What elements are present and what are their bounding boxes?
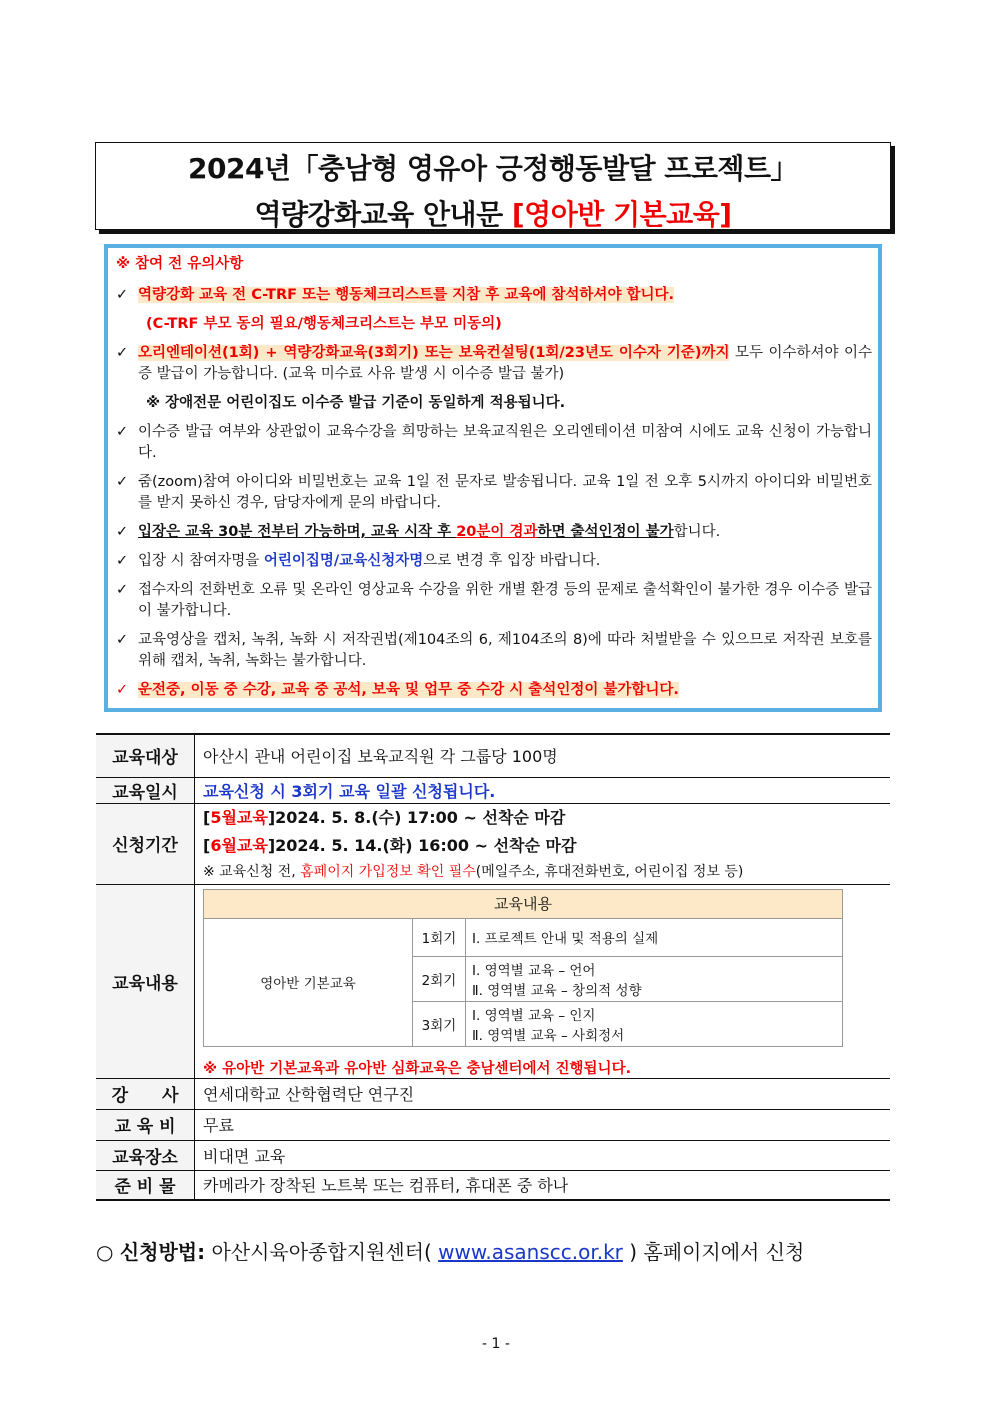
curriculum-header-row <box>204 889 843 918</box>
session-topic-line: Ⅰ. 영역별 교육 – 인지 <box>472 1007 596 1024</box>
bracket: [ <box>203 835 211 855</box>
apply-june-text: ]2024. 5. 14.(화) 16:00 ~ 선착순 마감 <box>267 835 577 855</box>
session-label: 2회기 <box>413 956 466 1001</box>
apply-note-text: (메일주소, 휴대전화번호, 어린이집 정보 등) <box>475 863 744 880</box>
notice-item <box>116 551 872 572</box>
apply-method <box>96 1236 804 1265</box>
apply-may-tag: 5월교육 <box>210 807 268 827</box>
notice-item-text: 역량강화 교육 전 C-TRF 또는 행동체크리스트를 지참 후 교육에 참석하셔야 합니다. <box>138 287 675 303</box>
notice-item-text: 줌(zoom)참여 아이디와 비밀번호는 교육 1일 전 문자로 발송됩니다. 교육 1일 전 오후 5시까지 아이디와 비밀번호를 받지 못하신 경우, 담당자에게 문의 바랍니다. <box>138 474 872 511</box>
notice-item-blue: 어린이집명/교육신청자명 <box>263 553 424 569</box>
curriculum-header: 교육내용 <box>204 889 843 918</box>
title-course-tag: [영아반 기본교육] <box>511 198 732 231</box>
title-main: 역량강화교육 안내문 <box>254 198 512 231</box>
date-label: 교육일시 <box>96 777 195 803</box>
notice-heading: ※ 참여 전 유의사항 <box>116 256 244 272</box>
page-number: - 1 - <box>482 1336 510 1352</box>
notice-box <box>104 244 882 712</box>
notice-item-red: 20분이 경과 <box>456 524 538 540</box>
check-icon: ✓ <box>116 553 129 569</box>
notice-item-text: 입장 시 참여자명을 <box>138 553 264 569</box>
apply-may-text: ]2024. 5. 8.(수) 17:00 ~ 선착순 마감 <box>267 807 566 827</box>
target-label: 교육대상 <box>96 734 195 777</box>
row-fee <box>96 1109 890 1140</box>
apply-june-tag: 6월교육 <box>210 835 268 855</box>
notice-item-text: 으로 변경 후 입장 바랍니다. <box>423 553 601 569</box>
curriculum-table <box>203 889 843 1047</box>
course-name: 영아반 기본교육 <box>204 918 413 1046</box>
session-label: 1회기 <box>413 918 466 956</box>
apply-method-text: ) 홈페이지에서 신청 <box>622 1240 805 1264</box>
check-icon: ✓ <box>116 682 129 698</box>
check-icon: ✓ <box>116 287 129 303</box>
fee-value: 무료 <box>195 1109 891 1140</box>
notice-item <box>116 630 872 672</box>
row-content <box>96 884 890 1078</box>
circle-bullet-icon: ○ <box>96 1240 114 1264</box>
apply-line-may <box>203 805 890 831</box>
info-table <box>96 733 890 1201</box>
session-topic: Ⅰ. 프로젝트 안내 및 적용의 실제 <box>466 918 843 956</box>
target-value: 아산시 관내 어린이집 보육교직원 각 그룹당 100명 <box>195 734 891 777</box>
session-label: 3회기 <box>413 1001 466 1046</box>
check-icon: ✓ <box>116 474 129 490</box>
notice-item-text: 합니다. <box>673 524 721 540</box>
apply-note <box>203 861 890 883</box>
notice-item <box>116 422 872 464</box>
check-icon: ✓ <box>116 582 129 598</box>
notice-item-text: 교육영상을 캡처, 녹취, 녹화 시 저작권법(제104조의 6, 제104조의 8)에 따라 처벌받을 수 있으므로 저작권 보호를 위해 캡처, 녹취, 녹화는 불가합니다. <box>138 632 872 669</box>
session-topic-line: Ⅱ. 영역별 교육 – 창의적 성향 <box>472 982 642 999</box>
notice-item-text: 이수증 발급 여부와 상관없이 교육수강을 희망하는 보육교직원은 오리엔테이션 미참여 시에도 교육 신청이 가능합니다. <box>138 424 872 461</box>
notice-item <box>116 472 872 514</box>
session-topic <box>466 956 843 1001</box>
title-box <box>95 142 891 230</box>
apply-note-red: 홈페이지 가입정보 확인 필수 <box>300 863 476 880</box>
notice-item-text: 운전중, 이동 중 수강, 교육 중 공석, 보육 및 업무 중 수강 시 출석인정이 불가합니다. <box>138 682 679 698</box>
row-apply <box>96 803 890 884</box>
notice-item-highlight: 오리엔테이션(1회) + 역량강화교육(3회기) 또는 보육컨설팅(1회/23년도 이수자 기준)까지 <box>138 345 730 361</box>
lecturer-label: 강 사 <box>96 1078 195 1109</box>
notice-item <box>116 680 872 701</box>
prep-value: 카메라가 장착된 노트북 또는 컴퓨터, 휴대폰 중 하나 <box>195 1170 891 1200</box>
notice-item-text: 입장은 교육 30분 전부터 가능하며, 교육 시작 후 <box>138 524 457 540</box>
apply-method-text: 아산시육아종합지원센터( <box>205 1240 439 1264</box>
content-note: ※ 유아반 기본교육과 유아반 심화교육은 충남센터에서 진행됩니다. <box>203 1060 632 1077</box>
row-date <box>96 777 890 803</box>
notice-item-text: 하면 출석인정이 불가 <box>537 524 674 540</box>
notice-item <box>116 285 872 306</box>
lecturer-value: 연세대학교 산학협력단 연구진 <box>195 1078 891 1109</box>
check-icon: ✓ <box>116 632 129 648</box>
check-icon: ✓ <box>116 345 129 361</box>
title-line-1: 2024년「충남형 영유아 긍정행동발달 프로젝트」 <box>188 152 798 185</box>
row-target <box>96 734 890 777</box>
notice-item-text: 모두 이수하셔야 이수증 발급이 가능합니다. (교육 미수료 사유 발생 시 이수증 발급 불가) <box>138 345 873 382</box>
row-prep <box>96 1170 890 1200</box>
apply-note-text: ※ 교육신청 전, <box>203 863 301 880</box>
check-icon: ✓ <box>116 424 129 440</box>
notice-item <box>116 580 872 622</box>
session-topic-line: Ⅰ. 영역별 교육 – 언어 <box>472 962 596 979</box>
notice-item <box>116 343 872 385</box>
session-topic <box>466 1001 843 1046</box>
apply-value <box>195 803 891 884</box>
notice-item-text: 접수자의 전화번호 오류 및 온라인 영상교육 수강을 위한 개별 환경 등의 문제로 출석확인이 불가한 경우 이수증 발급이 불가합니다. <box>138 582 872 619</box>
check-icon: ✓ <box>116 524 129 540</box>
row-lecturer <box>96 1078 890 1109</box>
bracket: [ <box>203 807 211 827</box>
session-topic-line: Ⅱ. 영역별 교육 – 사회정서 <box>472 1027 625 1044</box>
content-value <box>195 884 891 1078</box>
title-line-2 <box>96 193 890 233</box>
apply-label: 신청기간 <box>96 803 195 884</box>
notice-subnote: ※ 장애전문 어린이집도 이수증 발급 기준이 동일하게 적용됩니다. <box>146 395 566 411</box>
apply-method-label: 신청방법: <box>119 1240 206 1264</box>
prep-label: 준 비 물 <box>96 1170 195 1200</box>
fee-label: 교 육 비 <box>96 1109 195 1140</box>
place-label: 교육장소 <box>96 1140 195 1170</box>
curriculum-row <box>204 918 843 956</box>
place-value: 비대면 교육 <box>195 1140 891 1170</box>
apply-line-june <box>203 831 890 861</box>
content-label: 교육내용 <box>96 884 195 1078</box>
notice-subnote: (C-TRF 부모 동의 필요/행동체크리스트는 부모 미동의) <box>146 316 502 332</box>
row-place <box>96 1140 890 1170</box>
notice-item <box>116 522 872 543</box>
date-value: 교육신청 시 3회기 교육 일괄 신청됩니다. <box>195 777 891 803</box>
website-link[interactable]: www.asanscc.or.kr <box>438 1240 623 1264</box>
